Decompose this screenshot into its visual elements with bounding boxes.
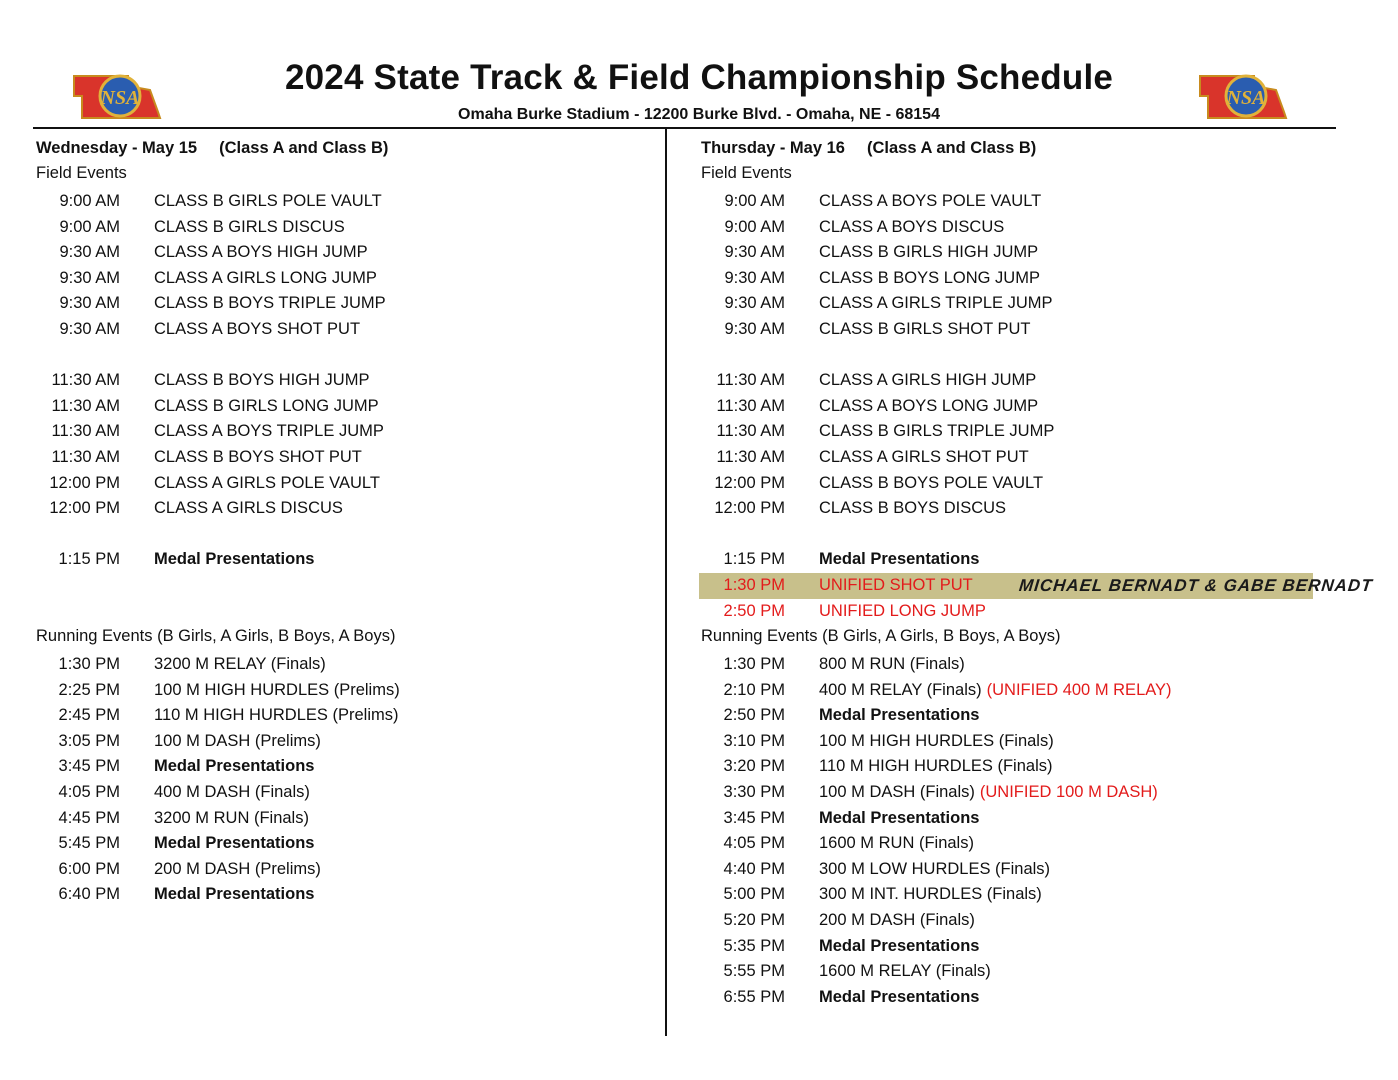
event-cell	[154, 678, 400, 704]
event-name: 100 M DASH (Prelims)	[154, 731, 321, 750]
event-cell	[154, 652, 326, 678]
event-name: CLASS A BOYS LONG JUMP	[819, 396, 1039, 415]
event-cell	[819, 678, 1172, 704]
event-time: 12:00 PM	[49, 499, 120, 518]
schedule-row	[701, 729, 1331, 755]
schedule-row	[36, 857, 656, 883]
event-time: 6:00 PM	[58, 859, 120, 878]
schedule-row	[36, 419, 656, 445]
event-cell	[819, 419, 1054, 445]
schedule-row	[36, 806, 656, 832]
event-time: 9:30 AM	[59, 319, 120, 338]
event-cell	[819, 266, 1040, 292]
schedule-row	[701, 266, 1331, 292]
event-cell	[154, 240, 368, 266]
schedule-row	[36, 780, 656, 806]
schedule-row	[701, 831, 1331, 857]
event-cell	[819, 780, 1158, 806]
event-cell	[819, 882, 1042, 908]
event-cell	[819, 471, 1043, 497]
event-name: 200 M DASH (Finals)	[819, 911, 975, 930]
header-divider	[33, 127, 1336, 129]
event-time: 9:00 AM	[59, 217, 120, 236]
event-time: 9:30 AM	[59, 243, 120, 262]
schedule-row	[701, 678, 1331, 704]
event-name: CLASS A GIRLS HIGH JUMP	[819, 371, 1037, 390]
event-name: CLASS A GIRLS LONG JUMP	[154, 268, 377, 287]
event-cell	[819, 394, 1038, 420]
event-cell	[819, 496, 1006, 522]
event-name: 300 M INT. HURDLES (Finals)	[819, 885, 1042, 904]
event-cell	[154, 291, 386, 317]
event-cell	[819, 959, 991, 985]
event-time: 11:30 AM	[716, 371, 785, 390]
medal-presentations-label: Medal Presentations	[154, 885, 315, 904]
event-name: UNIFIED SHOT PUT	[819, 575, 973, 594]
schedule-row	[701, 934, 1331, 960]
event-time: 1:30 PM	[58, 655, 120, 674]
venue-subtitle: Omaha Burke Stadium - 12200 Burke Blvd. - Omaha, NE - 68154	[458, 106, 940, 123]
event-time: 2:50 PM	[723, 706, 785, 725]
medal-presentations-label: Medal Presentations	[819, 550, 980, 569]
schedule-row	[36, 189, 656, 215]
event-time: 9:30 AM	[724, 243, 785, 262]
event-time: 2:25 PM	[58, 680, 120, 699]
event-cell	[819, 189, 1041, 215]
event-cell	[819, 831, 974, 857]
event-name: CLASS B BOYS DISCUS	[819, 499, 1007, 518]
event-name: 400 M DASH (Finals)	[154, 783, 310, 802]
event-name: CLASS A BOYS HIGH JUMP	[154, 243, 368, 262]
row-spacer	[701, 522, 1331, 548]
row-spacer	[36, 522, 656, 548]
event-time: 11:30 AM	[716, 422, 785, 441]
day-label: Thursday - May 16	[701, 139, 845, 157]
schedule-row	[36, 496, 656, 522]
medal-presentations-label: Medal Presentations	[819, 987, 980, 1006]
medal-presentations-label: Medal Presentations	[819, 706, 980, 725]
event-time: 9:30 AM	[59, 268, 120, 287]
schedule-row	[701, 754, 1331, 780]
thursday-running-events	[701, 652, 1331, 1010]
event-cell	[154, 882, 314, 908]
event-time: 3:20 PM	[723, 757, 785, 776]
event-cell	[819, 240, 1038, 266]
event-time: 6:40 PM	[58, 885, 120, 904]
event-cell	[154, 496, 343, 522]
event-name: 3200 M RUN (Finals)	[154, 808, 309, 827]
event-cell	[154, 215, 345, 241]
event-name: CLASS B GIRLS HIGH JUMP	[819, 243, 1039, 262]
event-time: 11:30 AM	[51, 447, 120, 466]
event-name: CLASS B GIRLS LONG JUMP	[154, 396, 379, 415]
event-time: 2:45 PM	[58, 706, 120, 725]
event-time: 4:45 PM	[58, 808, 120, 827]
event-time: 3:45 PM	[58, 757, 120, 776]
event-time: 9:30 AM	[724, 268, 785, 287]
wednesday-running-events	[36, 652, 656, 908]
event-name: 100 M HIGH HURDLES (Prelims)	[154, 680, 400, 699]
event-time: 11:30 AM	[51, 422, 120, 441]
schedule-row	[36, 394, 656, 420]
running-events-label: Running Events (B Girls, A Girls, B Boys, A Boys)	[701, 627, 1061, 646]
schedule-row	[36, 317, 656, 343]
schedule-row	[701, 496, 1331, 522]
schedule-row	[701, 703, 1331, 729]
event-cell	[154, 857, 321, 883]
thursday-field-events	[701, 189, 1374, 624]
schedule-row	[701, 215, 1331, 241]
event-time: 4:05 PM	[58, 783, 120, 802]
event-name: 1600 M RUN (Finals)	[819, 834, 974, 853]
schedule-row	[701, 882, 1331, 908]
event-name: 100 M HIGH HURDLES (Finals)	[819, 731, 1054, 750]
schedule-row	[36, 471, 656, 497]
event-cell	[819, 703, 979, 729]
event-time: 5:45 PM	[58, 834, 120, 853]
wednesday-heading	[36, 136, 656, 161]
event-time: 3:30 PM	[723, 783, 785, 802]
event-time: 9:00 AM	[724, 192, 785, 210]
event-name: 110 M HIGH HURDLES (Prelims)	[154, 706, 399, 725]
schedule-row	[701, 394, 1331, 420]
event-name: CLASS A GIRLS POLE VAULT	[154, 473, 380, 492]
schedule-row	[36, 368, 656, 394]
event-cell	[154, 806, 309, 832]
schedule-row	[701, 599, 1331, 625]
event-time: 4:05 PM	[723, 834, 785, 853]
event-name: 110 M HIGH HURDLES (Finals)	[819, 757, 1053, 776]
schedule-row	[36, 240, 656, 266]
event-name: CLASS B BOYS HIGH JUMP	[154, 371, 370, 390]
schedule-row	[36, 882, 656, 908]
schedule-row	[36, 678, 656, 704]
schedule-row	[701, 806, 1331, 832]
page-title: 2024 State Track & Field Championship Schedule	[284, 58, 1114, 97]
event-cell	[819, 317, 1031, 343]
event-time: 12:00 PM	[49, 473, 120, 492]
event-time: 3:10 PM	[723, 731, 785, 750]
event-cell	[154, 317, 360, 343]
event-time: 9:30 AM	[724, 294, 785, 313]
event-name: 400 M RELAY (Finals)	[819, 680, 982, 699]
event-name: CLASS A GIRLS TRIPLE JUMP	[819, 294, 1053, 313]
event-time: 5:55 PM	[723, 962, 785, 981]
schedule-row	[701, 573, 1374, 599]
schedule-row	[36, 445, 656, 471]
event-name: CLASS B GIRLS TRIPLE JUMP	[819, 422, 1055, 441]
event-cell	[154, 445, 362, 471]
event-time: 9:00 AM	[724, 217, 785, 236]
event-name: 1600 M RELAY (Finals)	[819, 962, 991, 981]
event-time: 4:40 PM	[723, 859, 785, 878]
event-time: 2:10 PM	[723, 680, 785, 699]
event-name: CLASS B BOYS SHOT PUT	[154, 447, 362, 466]
event-name: CLASS A BOYS DISCUS	[819, 217, 1005, 236]
schedule-row	[701, 959, 1331, 985]
event-name: CLASS A GIRLS DISCUS	[154, 499, 343, 518]
event-cell	[154, 368, 369, 394]
schedule-row	[701, 240, 1331, 266]
event-time: 5:20 PM	[723, 911, 785, 930]
event-cell	[819, 368, 1036, 394]
event-time: 12:00 PM	[714, 473, 785, 492]
event-name: 800 M RUN (Finals)	[819, 655, 965, 674]
schedule-row	[36, 291, 656, 317]
event-name: CLASS B BOYS LONG JUMP	[819, 268, 1040, 287]
event-cell	[154, 266, 377, 292]
row-spacer	[36, 573, 656, 599]
event-time: 11:30 AM	[716, 396, 785, 415]
class-label: (Class A and Class B)	[219, 139, 389, 157]
column-divider	[665, 129, 667, 1036]
medal-presentations-label: Medal Presentations	[154, 550, 315, 569]
event-cell	[819, 291, 1053, 317]
event-name: CLASS B GIRLS SHOT PUT	[819, 319, 1031, 338]
event-time: 11:30 AM	[51, 371, 120, 390]
event-name: CLASS B GIRLS POLE VAULT	[154, 192, 382, 210]
event-cell	[154, 419, 384, 445]
schedule-row	[36, 266, 656, 292]
event-time: 2:50 PM	[723, 601, 785, 620]
schedule-row	[701, 291, 1331, 317]
event-cell	[819, 445, 1029, 471]
medal-presentations-label: Medal Presentations	[819, 808, 980, 827]
event-cell	[154, 394, 379, 420]
event-cell	[154, 831, 314, 857]
event-cell	[819, 806, 979, 832]
event-time: 9:00 AM	[59, 192, 120, 210]
event-name: CLASS A BOYS POLE VAULT	[819, 192, 1042, 210]
event-time: 12:00 PM	[714, 499, 785, 518]
schedule-row	[701, 471, 1331, 497]
event-name: 100 M DASH (Finals)	[819, 783, 975, 802]
event-cell	[819, 652, 965, 678]
event-cell	[819, 985, 979, 1011]
event-name: 300 M LOW HURDLES (Finals)	[819, 859, 1051, 878]
event-time: 3:05 PM	[58, 731, 120, 750]
event-time: 3:45 PM	[723, 808, 785, 827]
event-name: 3200 M RELAY (Finals)	[154, 655, 326, 674]
event-time: 11:30 AM	[716, 447, 785, 466]
schedule-row	[701, 652, 1331, 678]
schedule-row	[701, 368, 1331, 394]
event-cell	[154, 729, 321, 755]
event-time: 9:30 AM	[724, 319, 785, 338]
svg-text:NSA: NSA	[1226, 87, 1266, 109]
schedule-row	[701, 445, 1331, 471]
schedule-row	[36, 754, 656, 780]
schedule-row	[701, 317, 1331, 343]
event-name: UNIFIED LONG JUMP	[819, 601, 986, 620]
schedule-row	[36, 215, 656, 241]
event-cell	[819, 215, 1004, 241]
field-events-label: Field Events	[701, 164, 792, 182]
schedule-row	[701, 985, 1331, 1011]
row-spacer	[36, 599, 656, 625]
event-cell	[819, 857, 1050, 883]
event-cell	[819, 908, 975, 934]
event-cell	[819, 729, 1054, 755]
event-cell	[154, 547, 314, 573]
event-time: 1:30 PM	[723, 655, 785, 674]
day-label: Wednesday - May 15	[36, 139, 198, 157]
unified-event-label: (UNIFIED 100 M DASH)	[979, 783, 1158, 802]
schedule-row	[701, 857, 1331, 883]
event-name: CLASS B GIRLS DISCUS	[154, 217, 345, 236]
running-events-label: Running Events (B Girls, A Girls, B Boys, A Boys)	[36, 627, 396, 646]
event-name: CLASS A GIRLS SHOT PUT	[819, 447, 1029, 466]
event-name: CLASS B BOYS TRIPLE JUMP	[154, 294, 386, 313]
field-events-label: Field Events	[36, 164, 127, 182]
event-time: 1:30 PM	[723, 575, 785, 594]
event-time: 1:15 PM	[723, 550, 785, 569]
event-cell	[154, 780, 310, 806]
schedule-row	[701, 189, 1331, 215]
schedule-row	[36, 652, 656, 678]
event-cell	[154, 703, 398, 729]
schedule-row	[701, 419, 1331, 445]
medal-presentations-label: Medal Presentations	[154, 834, 315, 853]
schedule-row	[701, 780, 1331, 806]
event-cell	[154, 189, 382, 215]
schedule-row	[701, 908, 1331, 934]
event-cell	[819, 573, 973, 599]
event-time: 9:30 AM	[59, 294, 120, 313]
wednesday-column	[36, 136, 656, 908]
event-name: CLASS B BOYS POLE VAULT	[819, 473, 1044, 492]
thursday-column	[701, 136, 1374, 1010]
wednesday-field-events	[36, 189, 656, 624]
event-name: CLASS A BOYS TRIPLE JUMP	[154, 422, 384, 441]
svg-text:NSA: NSA	[100, 87, 140, 109]
event-time: 1:15 PM	[58, 550, 120, 569]
row-spacer	[36, 343, 656, 369]
unified-event-label: (UNIFIED 400 M RELAY)	[986, 680, 1172, 699]
schedule-row	[701, 547, 1331, 573]
row-spacer	[701, 343, 1331, 369]
event-time: 5:00 PM	[723, 885, 785, 904]
athlete-names-note: MICHAEL BERNADT & GABE BERNADT	[1018, 575, 1374, 595]
event-name: CLASS A BOYS SHOT PUT	[154, 319, 361, 338]
schedule-row	[36, 703, 656, 729]
event-time: 5:35 PM	[723, 936, 785, 955]
thursday-heading	[701, 136, 1331, 161]
event-time: 11:30 AM	[51, 396, 120, 415]
schedule-row	[36, 831, 656, 857]
event-name: 200 M DASH (Prelims)	[154, 859, 321, 878]
event-cell	[154, 754, 314, 780]
medal-presentations-label: Medal Presentations	[819, 936, 980, 955]
event-cell	[819, 599, 986, 625]
event-cell	[154, 471, 380, 497]
class-label: (Class A and Class B)	[866, 139, 1037, 157]
event-cell	[819, 754, 1053, 780]
event-cell	[819, 934, 979, 960]
event-cell	[819, 547, 979, 573]
schedule-row	[36, 547, 656, 573]
event-time: 6:55 PM	[723, 987, 785, 1006]
medal-presentations-label: Medal Presentations	[154, 757, 315, 776]
schedule-row	[36, 729, 656, 755]
